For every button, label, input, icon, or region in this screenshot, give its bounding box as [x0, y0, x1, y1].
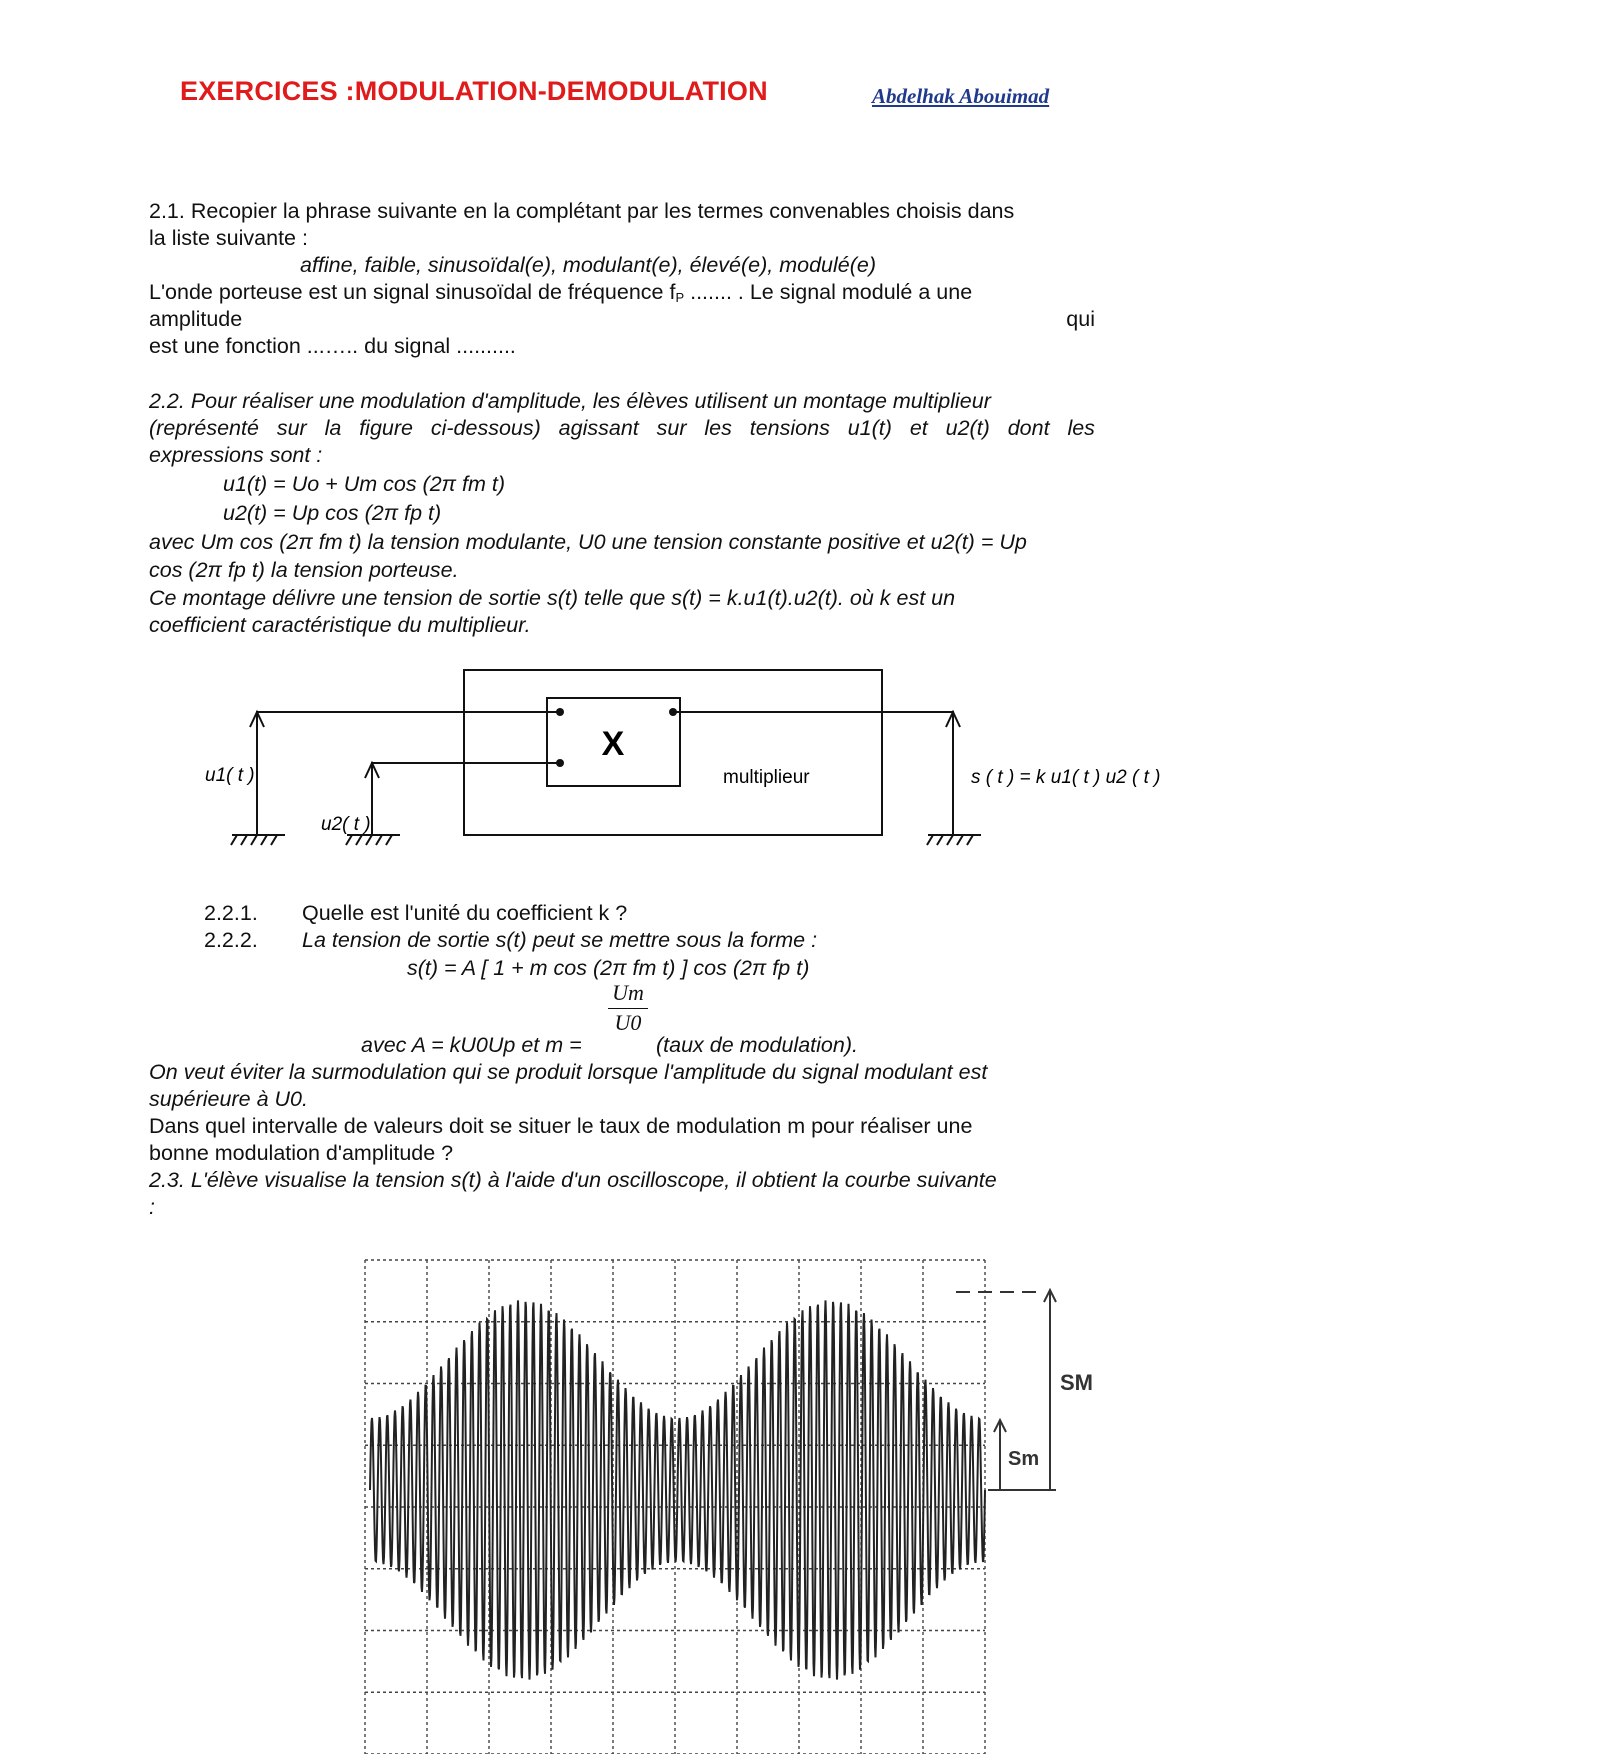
multiplier-label: multiplieur — [723, 767, 810, 788]
q222-line-7: Dans quel intervalle de valeurs doit se situer le taux de modulation m pour réaliser une — [149, 1114, 973, 1138]
u2-wire — [372, 763, 560, 835]
ground-symbol-u1 — [231, 835, 285, 845]
q21-line-5: amplitude qui — [149, 307, 1095, 331]
author-name: Abdelhak Abouimad — [872, 84, 1050, 108]
q21-line-4: L'onde porteuse est un signal sinusoïdal de fréquence $f_P$ ....... . Le signal modulé a une — [149, 280, 973, 305]
q22-line-6: avec Um cos (2π fm t) la tension modulante, U0 une tension constante positive et u2(t) = Up — [149, 530, 1027, 554]
equation-u2: u2(t) = Up cos (2π fp t) — [223, 501, 442, 525]
q222-line-8: bonne modulation d'amplitude ? — [149, 1141, 454, 1165]
q222-line-5: On veut éviter la surmodulation qui se produit lorsque l'amplitude du signal modulant est — [149, 1060, 988, 1084]
equation-u1: u1(t) = Uo + Um cos (2π fm t) — [223, 472, 506, 496]
q221-line: 2.2.1. Quelle est l'unité du coefficient k ? — [204, 901, 628, 925]
q21-word-list: affine, faible, sinusoïdal(e), modulant(e), élevé(e), modulé(e) — [300, 253, 877, 277]
smin-label: Sm — [1008, 1448, 1040, 1470]
avec-line-a: avec A = kU0Up et m = — [361, 1033, 582, 1057]
q21-line-6: est une fonction ...….. du signal .......... — [149, 334, 516, 358]
q22-line-8: Ce montage délivre une tension de sortie s(t) telle que s(t) = k.u1(t).u2(t). où k est un — [149, 586, 956, 610]
oscilloscope-screen — [360, 1250, 1093, 1754]
avec-line-b: (taux de modulation). — [656, 1033, 858, 1057]
modulated-signal-path — [370, 1300, 985, 1679]
q23-line-1: 2.3. L'élève visualise la tension s(t) à l'aide d'un oscilloscope, il obtient la courbe suivante — [149, 1168, 997, 1192]
smax-label: SM — [1060, 1370, 1093, 1395]
multiplier-symbol: X — [601, 725, 625, 763]
multiplier-outer-box — [464, 670, 882, 835]
q21-line-2: la liste suivante : — [149, 226, 308, 250]
q222-line-6: supérieure à U0. — [149, 1087, 308, 1111]
output-label: s ( t ) = k u1( t ) u2 ( t ) — [971, 767, 1161, 788]
input-terminal-2 — [556, 759, 564, 767]
u2-label: u2( t ) — [321, 814, 371, 835]
modulated-signal-trace — [370, 1300, 985, 1679]
q222-line: 2.2.2. La tension de sortie s(t) peut se mettre sous la forme : — [204, 928, 818, 952]
output-wire — [673, 712, 953, 835]
q21-line-1: 2.1. Recopier la phrase suivante en la complétant par les termes convenables choisis dans — [149, 199, 1015, 223]
q22-line-3: expressions sont : — [149, 443, 323, 467]
input-terminal-1 — [556, 708, 564, 716]
q22-line-9: coefficient caractéristique du multiplieur. — [149, 613, 531, 637]
q22-line-1: 2.2. Pour réaliser une modulation d'amplitude, les élèves utilisent un montage multiplieur — [149, 389, 991, 413]
q22-line-7: cos (2π fp t) la tension porteuse. — [149, 558, 459, 582]
u1-wire — [257, 712, 560, 835]
page-title: EXERCICES :MODULATION-DEMODULATION — [180, 76, 768, 106]
u1-label: u1( t ) — [205, 765, 255, 786]
multiplier-diagram — [195, 665, 1195, 865]
output-terminal — [669, 708, 677, 716]
formula-s: s(t) = A [ 1 + m cos (2π fm t) ] cos (2π fp t) — [407, 956, 810, 980]
ground-symbol-u2 — [346, 835, 400, 845]
q23-line-2: : — [149, 1195, 155, 1219]
modulation-fraction: $\frac{Um}{U0}$ — [608, 980, 648, 1036]
ground-symbol-output — [927, 835, 981, 845]
q22-line-2: (représenté sur la figure ci-dessous) agissant sur les tensions u1(t) et u2(t) dont les — [149, 416, 1095, 440]
